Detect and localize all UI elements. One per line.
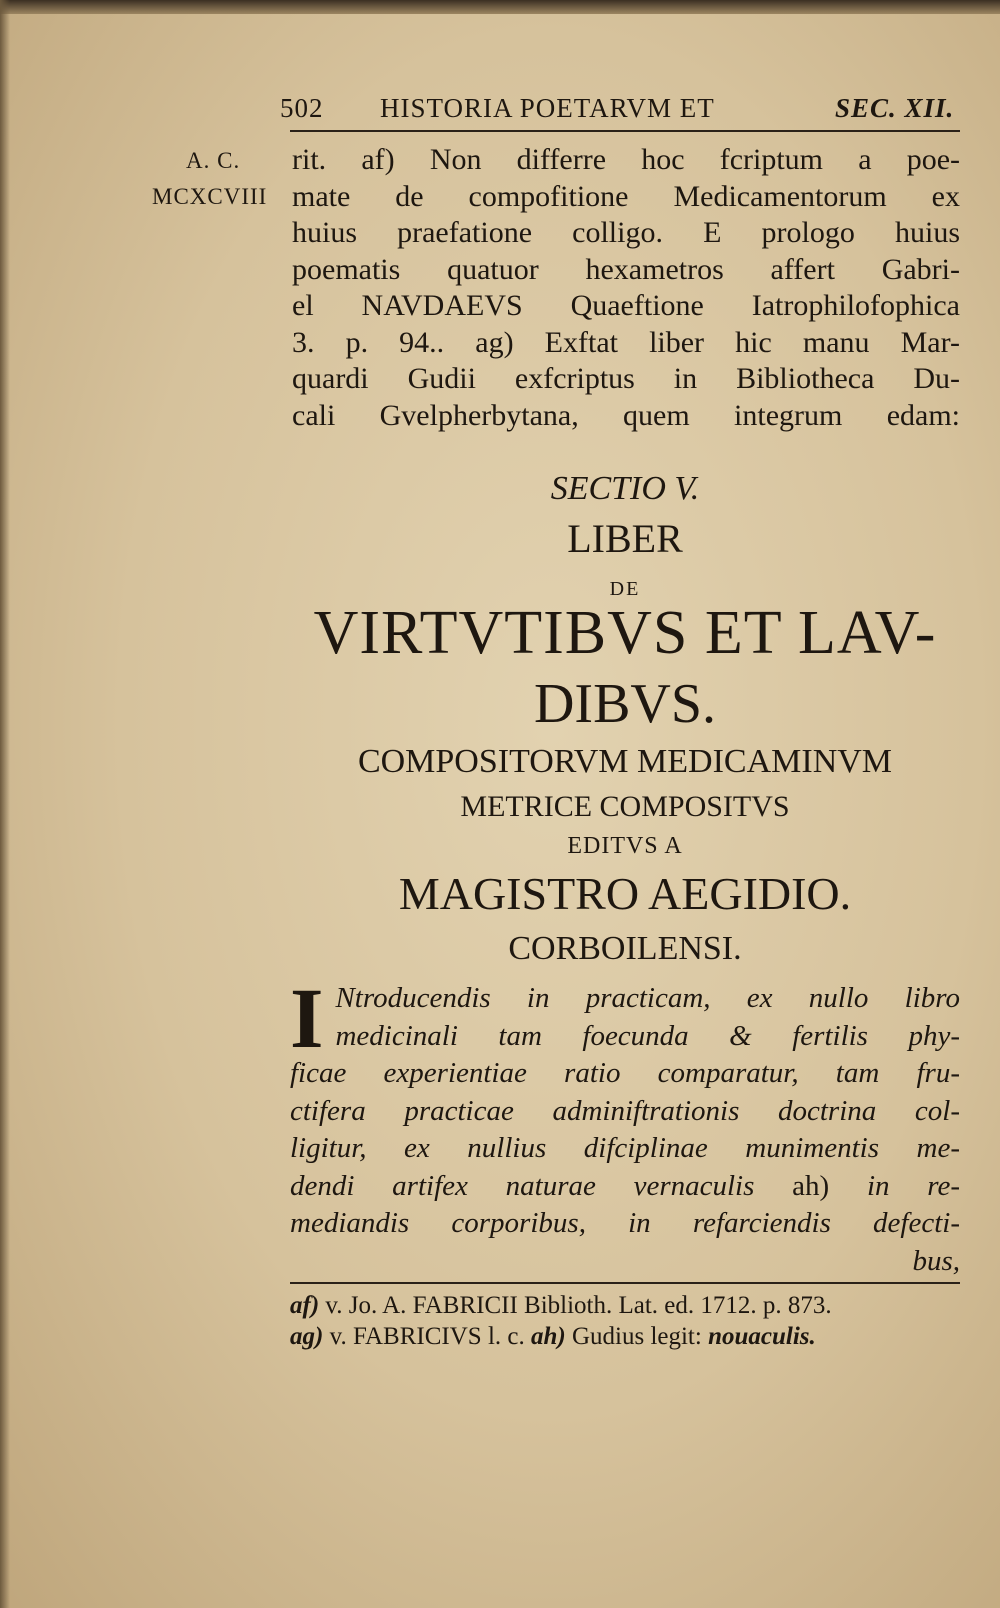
section-heading: SECTIO V. xyxy=(550,470,700,507)
poem-line-part: in re- xyxy=(829,1169,961,1202)
poem-line: bus, xyxy=(912,1244,960,1277)
poem-line-part: dendi artifex naturae vernaculis xyxy=(290,1169,755,1202)
footnote-text: Gudius legit: xyxy=(565,1323,709,1350)
title-liber: LIBER xyxy=(567,516,683,561)
body-line: poematis quatuor hexametros affert Gabri- xyxy=(292,252,960,286)
poem-line: ficae experientiae ratio comparatur, tam fru- xyxy=(290,1057,960,1089)
drop-capital: I xyxy=(290,970,324,1066)
page-top-edge xyxy=(0,0,1000,14)
poem-line-with-note xyxy=(290,1168,960,1206)
body-line: cali Gvelpherbytana, quem integrum edam: xyxy=(292,398,960,432)
title-corboilensi: CORBOILENSI. xyxy=(508,930,742,967)
poem-line: ligitur, ex nullius difciplinae munimentis me- xyxy=(290,1132,960,1164)
footnote-ag-ah xyxy=(290,1321,960,1352)
body-line: el NAVDAEVS Quaeftione Iatrophilofophica xyxy=(292,289,960,322)
body-line: 3. p. 94.. ag) Exftat liber hic manu Mar- xyxy=(292,325,960,359)
footnote-text: v. FABRICIVS l. c. xyxy=(323,1323,531,1350)
title-magistro: MAGISTRO AEGIDIO. xyxy=(398,868,852,919)
footnote-mark: ah) xyxy=(530,1323,566,1350)
body-line: mate de compofitione Medicamentorum ex xyxy=(292,179,960,213)
title-compositorum: COMPOSITORVM MEDICAMINVM xyxy=(357,743,893,780)
section-label: SEC. XII. xyxy=(835,93,955,123)
title-virtutibus: VIRTVTIBVS ET LAV- xyxy=(313,599,937,667)
title-dibus: DIBVS. xyxy=(533,673,717,735)
title-editus: EDITVS A xyxy=(567,833,683,859)
poem-line: Ntroducendis in practicam, ex nullo libro xyxy=(335,982,960,1014)
footnotes xyxy=(290,1290,960,1352)
poem-line: medicinali tam foecunda & fertilis phy- xyxy=(335,1019,960,1052)
poem-line: mediandis corporibus, in refarciendis defecti- xyxy=(290,1207,960,1239)
footnote-ref: ah) xyxy=(792,1169,830,1202)
footnote-word: nouaculis. xyxy=(708,1323,816,1350)
poem-text xyxy=(290,970,961,1280)
running-title: HISTORIA POETARVM ET xyxy=(380,93,715,123)
footnote-rule xyxy=(290,1282,960,1284)
header-rule xyxy=(290,130,960,132)
page-number: 502 xyxy=(280,93,324,123)
title-de: DE xyxy=(609,578,641,600)
footnote-mark: ag) xyxy=(290,1323,324,1350)
body-line: rit. af) Non differre hoc fcriptum a poe- xyxy=(292,143,960,176)
footnote-text: v. Jo. A. FABRICII Biblioth. Lat. ed. 1712. p. 873. xyxy=(319,1292,832,1319)
body-line: quardi Gudii exfcriptus in Bibliotheca Du- xyxy=(292,362,960,395)
body-line: huius praefatione colligo. E prologo huius xyxy=(292,216,960,249)
page-left-edge xyxy=(0,0,10,1608)
footnote-af xyxy=(290,1290,960,1321)
margin-anno-christi: A. C. xyxy=(186,148,241,173)
poem-line: ctifera practicae adminiftrationis doctrina col- xyxy=(290,1094,960,1127)
body-text xyxy=(292,142,960,434)
title-metrice: METRICE COMPOSITVS xyxy=(460,790,790,823)
margin-year: MCXCVIII xyxy=(152,184,268,209)
footnote-mark: af) xyxy=(290,1292,320,1319)
